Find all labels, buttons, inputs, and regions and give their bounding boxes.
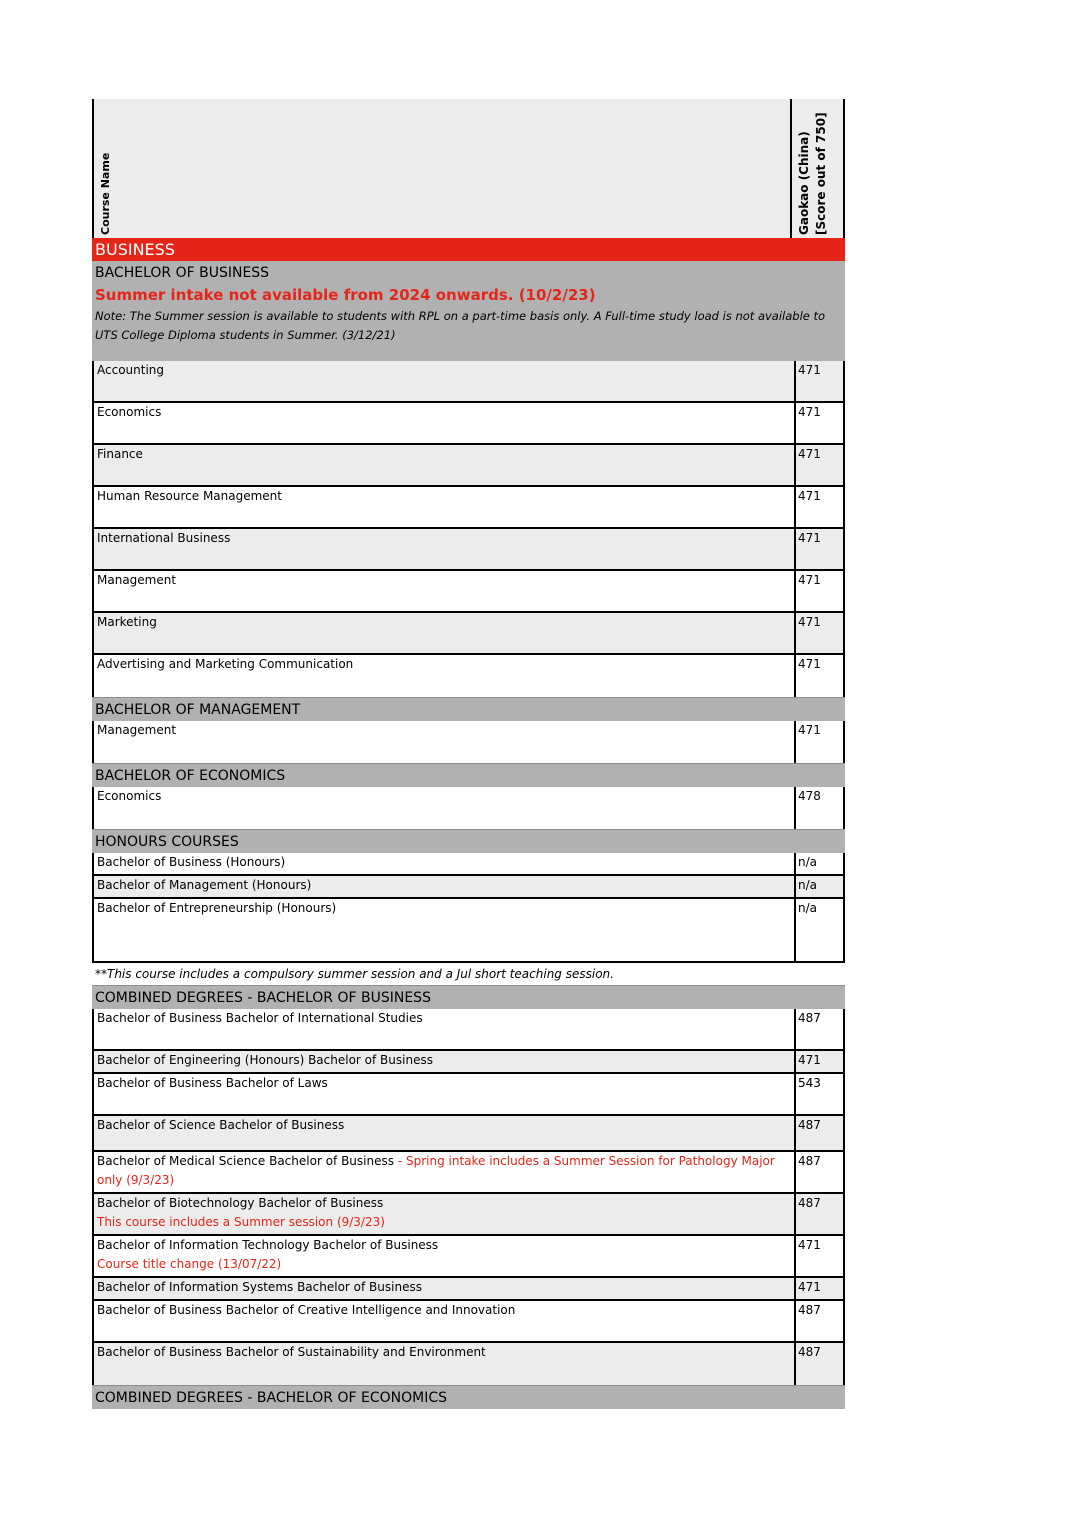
- table-row: [92, 613, 845, 655]
- table-row: [92, 403, 845, 445]
- gaokao-score: 471: [794, 613, 845, 653]
- course-name: Accounting: [92, 361, 794, 401]
- table-row: [92, 361, 845, 403]
- gaokao-score-label-line2: [Score out of 750]: [814, 112, 828, 235]
- table-row: [92, 853, 845, 876]
- course-name: Bachelor of Business Bachelor of Creative Intelligence and Innovation: [92, 1301, 794, 1341]
- summer-session-note: Note: The Summer session is available to students with RPL on a part-time basis only. A Full-time study load is not available to UTS College Diploma students in Summer. (3/12/21): [95, 309, 826, 342]
- gaokao-score: 471: [794, 445, 845, 485]
- table-row: [92, 1074, 845, 1116]
- table-row: [92, 529, 845, 571]
- gaokao-score: 487: [794, 1116, 845, 1150]
- gaokao-score-label: [796, 112, 830, 235]
- course-remark: This course includes a Summer session (9/3/23): [97, 1215, 385, 1229]
- table-row: [92, 876, 845, 899]
- gaokao-score: n/a: [794, 853, 845, 874]
- course-name-label: Course Name: [99, 152, 112, 235]
- table-row: [92, 721, 845, 763]
- course-name: Marketing: [92, 613, 794, 653]
- table-row: [92, 571, 845, 613]
- course-name-header: [92, 99, 790, 238]
- course-name: [92, 1236, 794, 1276]
- course-name: Bachelor of Science Bachelor of Business: [92, 1116, 794, 1150]
- table-row: [92, 655, 845, 697]
- course-name: Management: [92, 571, 794, 611]
- gaokao-score: 487: [794, 1343, 845, 1385]
- course-name-text: Bachelor of Medical Science Bachelor of Business: [97, 1154, 394, 1168]
- course-name: International Business: [92, 529, 794, 569]
- course-name: Bachelor of Business Bachelor of Laws: [92, 1074, 794, 1114]
- gaokao-score: 471: [794, 721, 845, 763]
- table-header: [92, 99, 845, 238]
- table-row: [92, 787, 845, 829]
- gaokao-score: 487: [794, 1152, 845, 1192]
- group-bachelor-of-business: [92, 261, 845, 361]
- table-row: [92, 1009, 845, 1051]
- table-row: [92, 445, 845, 487]
- course-name: Management: [92, 721, 794, 763]
- group-bachelor-of-management: BACHELOR OF MANAGEMENT: [92, 697, 845, 721]
- course-name-text: Bachelor of Biotechnology Bachelor of Business: [97, 1196, 384, 1210]
- course-remark: - Spring intake includes a Summer Session for Pathology Major only (9/3/23): [97, 1154, 775, 1187]
- group-bachelor-of-economics: BACHELOR OF ECONOMICS: [92, 763, 845, 787]
- group-combined-economics: COMBINED DEGREES - BACHELOR OF ECONOMICS: [92, 1385, 845, 1409]
- gaokao-score: 487: [794, 1301, 845, 1341]
- course-name: Economics: [92, 403, 794, 443]
- group-title: BACHELOR OF BUSINESS: [95, 265, 270, 281]
- table-row: [92, 1278, 845, 1301]
- gaokao-score: 487: [794, 1194, 845, 1234]
- course-name: Bachelor of Business Bachelor of International Studies: [92, 1009, 794, 1049]
- course-name: Advertising and Marketing Communication: [92, 655, 794, 697]
- course-name: Bachelor of Entrepreneurship (Honours): [92, 899, 794, 961]
- gaokao-score: 471: [794, 403, 845, 443]
- course-name-text: Bachelor of Information Technology Bachelor of Business: [97, 1238, 439, 1252]
- admission-score-table: [92, 99, 845, 1409]
- course-name: [92, 1194, 794, 1234]
- gaokao-score: 471: [794, 361, 845, 401]
- group-combined-business: COMBINED DEGREES - BACHELOR OF BUSINESS: [92, 985, 845, 1009]
- course-name: Finance: [92, 445, 794, 485]
- gaokao-score: 471: [794, 487, 845, 527]
- course-name: Bachelor of Engineering (Honours) Bachelor of Business: [92, 1051, 794, 1072]
- gaokao-score-label-line1: Gaokao (China): [797, 131, 811, 235]
- summer-intake-alert: Summer intake not available from 2024 onwards. (10/2/23): [95, 286, 596, 304]
- gaokao-score: 471: [794, 1236, 845, 1276]
- honours-footnote: **This course includes a compulsory summer session and a Jul short teaching session.: [95, 967, 614, 981]
- table-row: [92, 1152, 845, 1194]
- table-row: [92, 487, 845, 529]
- gaokao-score: 487: [794, 1009, 845, 1049]
- gaokao-score: 478: [794, 787, 845, 829]
- gaokao-score: n/a: [794, 899, 845, 961]
- gaokao-score: 471: [794, 655, 845, 697]
- course-remark: Course title change (13/07/22): [97, 1257, 282, 1271]
- gaokao-score: 471: [794, 1278, 845, 1299]
- group-honours-courses: HONOURS COURSES: [92, 829, 845, 853]
- table-row: [92, 1301, 845, 1343]
- course-name: Human Resource Management: [92, 487, 794, 527]
- table-row: [92, 899, 845, 963]
- gaokao-score: 471: [794, 529, 845, 569]
- table-row: [92, 1236, 845, 1278]
- section-business: BUSINESS: [92, 238, 845, 261]
- course-name: Bachelor of Business (Honours): [92, 853, 794, 874]
- table-row: [92, 1116, 845, 1152]
- gaokao-score: 471: [794, 1051, 845, 1072]
- gaokao-score: 471: [794, 571, 845, 611]
- course-name: [92, 1152, 794, 1192]
- gaokao-score: 543: [794, 1074, 845, 1114]
- course-name: Bachelor of Management (Honours): [92, 876, 794, 897]
- course-name: Economics: [92, 787, 794, 829]
- table-row: [92, 1194, 845, 1236]
- table-row: [92, 1343, 845, 1385]
- table-row: [92, 1051, 845, 1074]
- gaokao-score: n/a: [794, 876, 845, 897]
- course-name: Bachelor of Business Bachelor of Sustainability and Environment: [92, 1343, 794, 1385]
- gaokao-score-header: [790, 99, 845, 238]
- course-name: Bachelor of Information Systems Bachelor of Business: [92, 1278, 794, 1299]
